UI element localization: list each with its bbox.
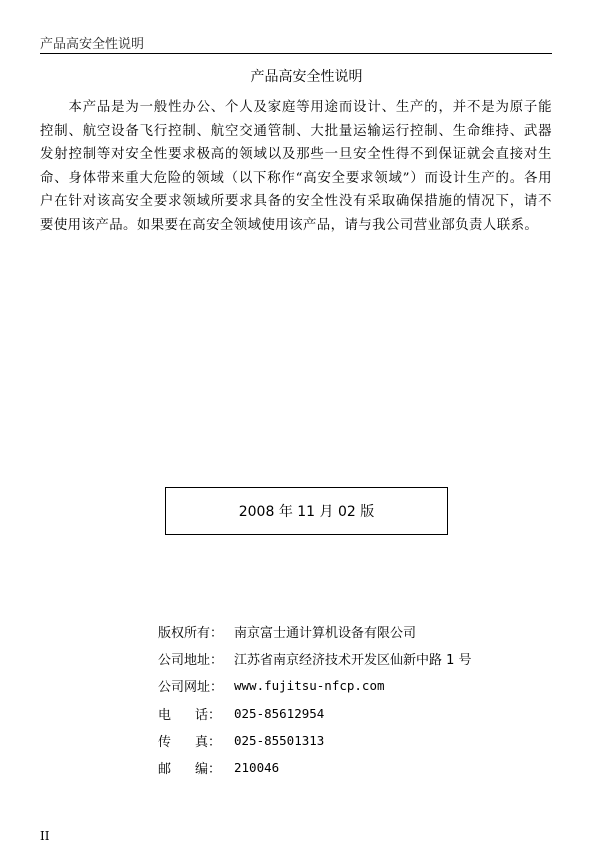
phone-row (158, 700, 472, 727)
copyright-value: 南京富士通计算机设备有限公司 (234, 626, 417, 642)
postcode-value: 210046 (234, 760, 280, 776)
fax-label-char: 真： (194, 734, 221, 750)
safety-statement-paragraph: 本产品是为一般性办公、个人及家庭等用途而设计、生产的，并不是为原子能控制、航空设备飞行控制、航空交通管制、大批量运输运行控制、生命维持、武器发射控制等对安全性要求极高的领域以及那些一旦安全性得不到保证就会直接对生命、身体带来重大危险的领域（以下称作“高安全要求领域”）而设计生产的。各用户在针对该高安全要求领域所要求具备的安全性没有采取确保措施的情况下，请不要使用该产品。如果要在高安全领域使用该产品，请与我公司营业部负责人联系。 (40, 100, 552, 233)
website-value: www.fujitsu-nfcp.com (234, 678, 385, 694)
postcode-label-char: 编： (194, 762, 221, 778)
website-label: 公司网址： (158, 680, 224, 696)
phone-label (158, 704, 221, 723)
edition-box (165, 487, 448, 535)
postcode-label (158, 758, 221, 777)
address-value: 江苏省南京经济技术开发区仙新中路 1 号 (234, 653, 472, 669)
address-row (158, 645, 472, 672)
fax-label-char: 传 (158, 734, 172, 750)
fax-value: 025-85501313 (234, 732, 325, 748)
address-label: 公司地址： (158, 653, 224, 669)
phone-value: 025-85612954 (234, 705, 325, 721)
website-row (158, 672, 472, 699)
section-title: 产品高安全性说明 (250, 69, 363, 85)
edition-date: 2008 年 11 月 02 版 (238, 504, 375, 520)
fax-label (158, 731, 221, 750)
phone-label-char: 话： (194, 707, 221, 723)
postcode-row (158, 754, 472, 781)
header-divider (40, 53, 552, 54)
page-number: II (40, 829, 50, 843)
phone-label-char: 电 (158, 707, 172, 723)
running-header: 产品高安全性说明 (40, 37, 145, 52)
copyright-label: 版权所有： (158, 626, 224, 642)
postcode-label-char: 邮 (158, 762, 172, 778)
fax-row (158, 727, 472, 754)
copyright-row (158, 618, 472, 645)
contact-info (158, 618, 472, 781)
